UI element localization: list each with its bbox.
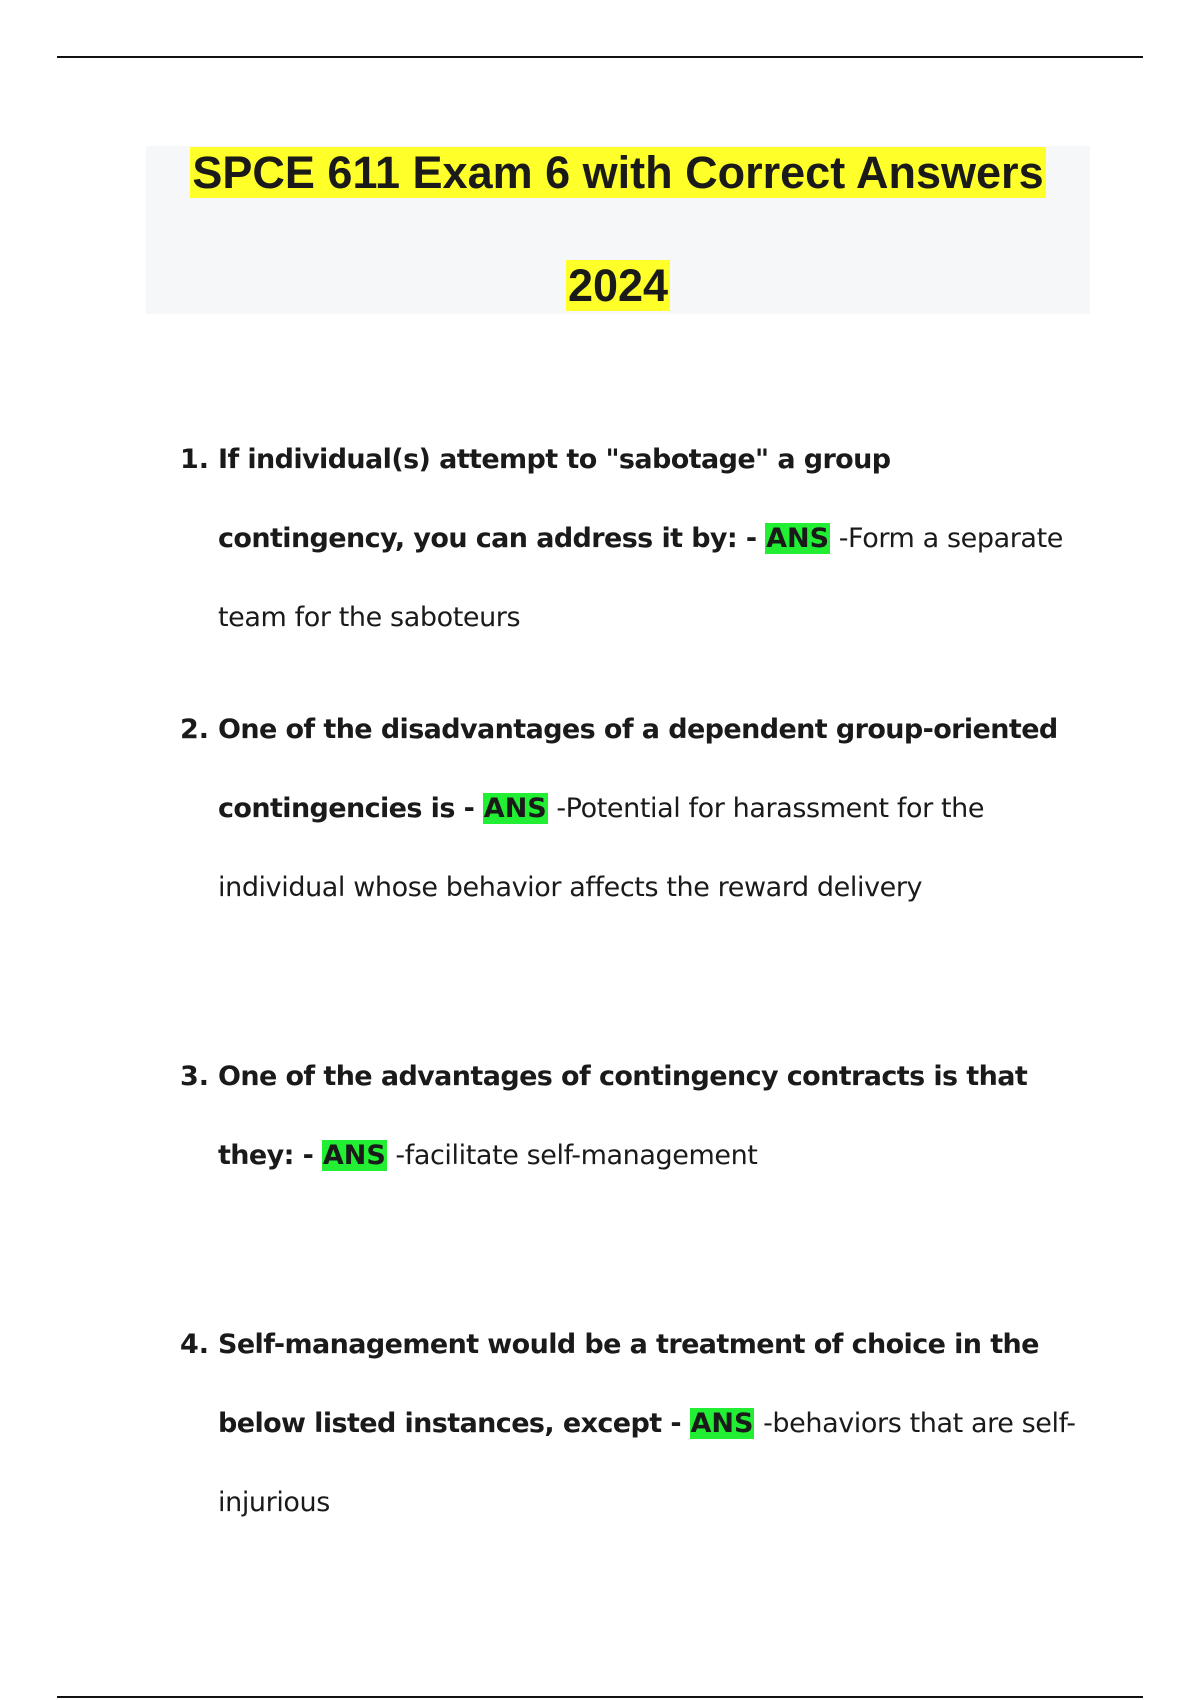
bottom-rule <box>57 1696 1143 1698</box>
question-body <box>218 1037 1100 1195</box>
question-prompt: One of the disadvantages of a dependent group-oriented contingencies is - <box>218 714 1058 824</box>
ans-label: ANS <box>483 793 547 824</box>
question-body <box>218 1305 1100 1542</box>
answer-text: -Form a separate team for the saboteurs <box>218 523 1063 633</box>
question-body <box>218 690 1100 927</box>
question-prompt: Self-management would be a treatment of choice in the below listed instances, except - <box>218 1329 1039 1439</box>
answer-text: -facilitate self-management <box>395 1140 758 1171</box>
ans-label: ANS <box>322 1140 386 1171</box>
question-number: 1. <box>180 444 210 475</box>
question-prompt: If individual(s) attempt to "sabotage" a group contingency, you can address it by: - <box>218 444 891 554</box>
question-item <box>180 1305 1100 1542</box>
ans-label: ANS <box>766 523 830 554</box>
title-line-1: SPCE 611 Exam 6 with Correct Answers <box>192 147 1044 198</box>
question-item <box>180 690 1100 927</box>
question-number: 2. <box>180 714 210 745</box>
question-body <box>218 420 1078 657</box>
question-item <box>180 420 1100 657</box>
answer-text: -Potential for harassment for the individual whose behavior affects the reward delivery <box>218 793 985 903</box>
answer-text: -behaviors that are self-injurious <box>218 1408 1076 1518</box>
ans-label: ANS <box>690 1408 754 1439</box>
question-number: 3. <box>180 1061 210 1092</box>
title-line-2: 2024 <box>567 260 669 311</box>
question-prompt: One of the advantages of contingency contracts is that they: - <box>218 1061 1028 1171</box>
question-number: 4. <box>180 1329 210 1360</box>
question-item <box>180 1037 1100 1195</box>
